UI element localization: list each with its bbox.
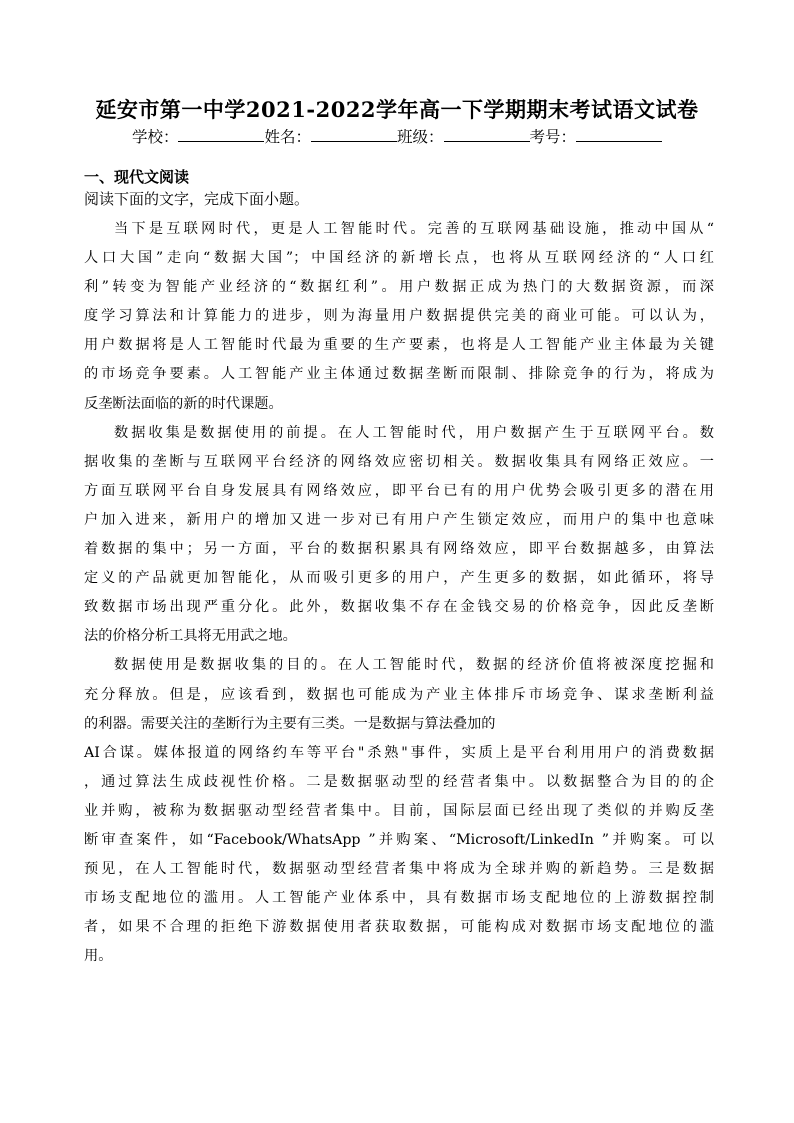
passage-line: 充分释放。但是，应该看到，数据也可能成为产业主体排斥市场竞争、谋求垄断利益	[84, 686, 714, 703]
passage-line: 用。	[84, 948, 113, 965]
class-blank[interactable]	[444, 127, 530, 142]
passage-line: 市场支配地位的滥用。人工智能产业体系中，具有数据市场支配地位的上游数据控制	[84, 890, 714, 907]
passage-line: 户加入进来，新用户的增加又进一步对已有用户产生锁定效应，而用户的集中也意味	[84, 511, 714, 528]
passage-line: 据收集的垄断与互联网平台经济的网络效应密切相关。数据收集具有网络正效应。一	[84, 453, 714, 470]
passage-line: 断审查案件，如“Facebook/WhatsApp ”并购案、“Microsoft/LinkedIn ”并购案。可以	[84, 831, 714, 848]
passage-line: 致数据市场出现严重分化。此外，数据收集不存在金钱交易的价格竞争，因此反垄断	[84, 599, 714, 616]
reading-passage	[84, 215, 714, 971]
passage-line: 法的价格分析工具将无用武之地。	[84, 628, 297, 645]
passage-line: 预见，在人工智能时代，数据驱动型经营者集中将成为全球并购的新趋势。三是数据	[84, 861, 714, 878]
passage-line: 业并购，被称为数据驱动型经营者集中。目前，国际层面已经出现了类似的并购反垄	[84, 802, 714, 819]
passage-line: 数据收集是数据使用的前提。在人工智能时代，用户数据产生于互联网平台。数	[114, 424, 714, 441]
passage-line: 数据使用是数据收集的目的。在人工智能时代，数据的经济价值将被深度挖掘和	[114, 657, 714, 674]
passage-line: 着数据的集中；另一方面，平台的数据积累具有网络效应，即平台数据越多，由算法	[84, 541, 714, 558]
student-info-row	[0, 126, 794, 148]
passage-line: AI合谋。媒体报道的网络约车等平台"杀熟"事件，实质上是平台利用用户的消费数据	[84, 744, 714, 761]
passage-line: 度学习算法和计算能力的进步，则为海量用户数据提供完美的商业可能。可以认为，	[84, 308, 714, 325]
exam-title: 延安市第一中学2021-2022学年高一下学期期末考试语文试卷	[95, 97, 699, 122]
passage-line: 当下是互联网时代，更是人工智能时代。完善的互联网基础设施，推动中国从“	[114, 221, 714, 237]
passage-line: 方面互联网平台自身发展具有网络效应，即平台已有的用户优势会吸引更多的潜在用	[84, 482, 714, 499]
passage-line: 用户数据将是人工智能时代最为重要的生产要素，也将是人工智能产业主体最为关键	[84, 337, 714, 354]
passage-line: 反垄断法面临的新的时代课题。	[84, 395, 283, 412]
section-instruction: 阅读下面的文字，完成下面小题。	[84, 190, 310, 208]
passage-line: 的利器。需要关注的垄断行为主要有三类。一是数据与算法叠加的	[84, 715, 496, 732]
passage-line: 定义的产品就更加智能化，从而吸引更多的用户，产生更多的数据，如此循环，将导	[84, 570, 714, 587]
passage-line: 者，如果不合理的拒绝下游数据使用者获取数据，可能构成对数据市场支配地位的滥	[84, 919, 714, 936]
section-heading: 一、现代文阅读	[84, 168, 190, 186]
passage-line: 人口大国”走向“数据大国”；中国经济的新增长点，也将从互联网经济的“人口红	[84, 250, 714, 267]
passage-line: 利”转变为智能产业经济的“数据红利”。用户数据正成为热门的大数据资源，而深	[84, 279, 714, 296]
school-label: 学校：	[131, 128, 179, 146]
number-label: 考号：	[529, 128, 577, 146]
number-blank[interactable]	[576, 127, 662, 142]
name-label: 姓名：	[264, 128, 311, 146]
name-blank[interactable]	[311, 127, 397, 142]
class-label: 班级：	[397, 128, 444, 146]
passage-line: 的市场竞争要素。人工智能产业主体通过数据垄断而限制、排除竞争的行为，将成为	[84, 366, 714, 383]
passage-line: ，通过算法生成歧视性价格。二是数据驱动型的经营者集中。以数据整合为目的的企	[84, 773, 714, 790]
school-blank[interactable]	[178, 127, 264, 142]
